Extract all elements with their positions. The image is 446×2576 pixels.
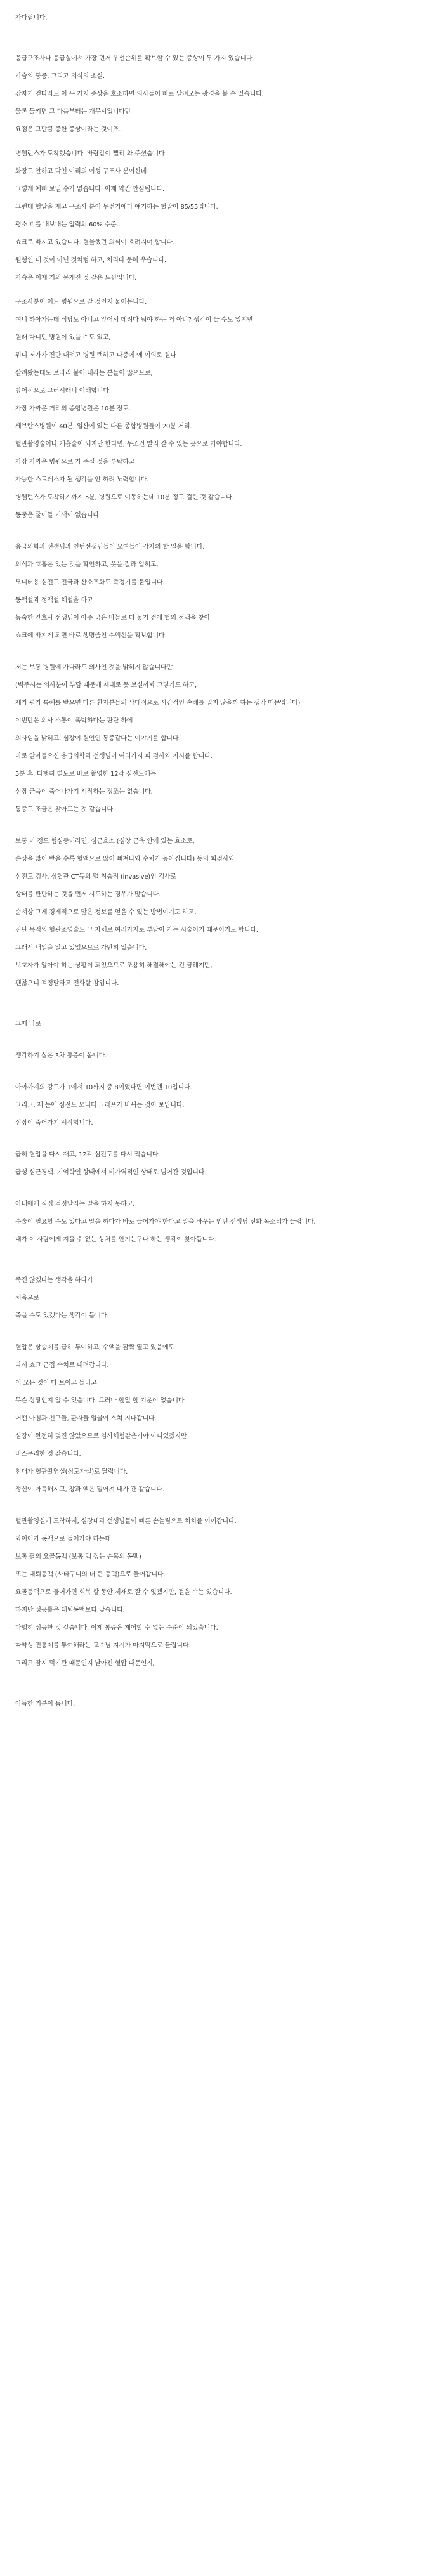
- text-line: 따약성 진통제를 투여해라는 교수님 지시가 마지막으로 들립니다.: [15, 1642, 191, 1649]
- text-line: 내가 이 사람에게 지을 수 없는 상처를 안기는구나 하는 생각이 찾아듭니다.: [15, 1236, 216, 1243]
- paragraph-spacer: [15, 529, 431, 543]
- text-line: 모니터용 심전도 전극과 산소포화도 측정기를 붙입니다.: [15, 579, 165, 586]
- text-line: 쇼크로 빠지고 있습니다. 혈뮬했던 의식이 흐려지며 합니다.: [15, 239, 174, 246]
- text-line: 상태를 판단하는 것을 먼저 시도하는 경우가 많습니다.: [15, 891, 161, 898]
- paragraph-spacer: [15, 1503, 431, 1517]
- paragraph-spacer: [15, 1677, 431, 1700]
- text-line: 물론 들키면 그 다음부터는 개무시입니다만: [15, 108, 131, 115]
- text-line: 그때 바로: [15, 1021, 41, 1028]
- paragraph: [15, 543, 431, 641]
- paragraph: [15, 150, 431, 283]
- text-line: 진단 목적의 혈관조영술도 그 자체로 여러가지로 부담이 가는 시술이기 때문이기도 합니다.: [15, 927, 258, 934]
- text-line: 혈압은 상승제를 급히 투여하고, 수액을 활짝 열고 있음에도: [15, 1344, 174, 1351]
- text-line: 화장도 안하고 막친 여리의 여성 구조사 분이신데: [15, 168, 147, 175]
- paragraph: [15, 1151, 431, 1177]
- text-line: (벽주시는 의사분이 부담 때문에 제대로 못 보실까봐 그렇기도 하고,: [15, 682, 197, 689]
- text-line: 심전도 검사, 심혈관 CT등의 덜 침습적 (invasive)인 검사로: [15, 873, 176, 880]
- text-line: 의식과 호흡은 있는 것을 확인하고, 옷을 잘라 입히고,: [15, 561, 159, 568]
- text-line: 괜찮으니 걱정말라고 전화할 참입니다.: [15, 980, 119, 987]
- paragraph: [15, 298, 431, 520]
- text-line: 저는 보통 병원에 가다라도 의사인 것을 밝히지 않습니다만: [15, 664, 173, 671]
- paragraph-spacer: [15, 143, 431, 150]
- text-line: 이번만은 의사 소통이 촉박하다는 판단 하에: [15, 717, 133, 724]
- text-line: 뭐니 저가가 진단 내려고 병원 택하고 나중에 애 이의로 원나: [15, 352, 176, 359]
- text-line: 그래서 내일을 알고 있었으므로 가만히 있습니다.: [15, 945, 147, 951]
- text-line: 다시 쇼크 근접 수치로 내려갑니다.: [15, 1362, 109, 1369]
- text-line: 세브란스병원이 40분, 일산에 있는 다른 종합병원들이 20분 거리.: [15, 423, 192, 430]
- text-line: 혈관촬영실에 도착하지, 심장내과 선생님들이 빠른 손놀림으로 처치를 이어갑니다.: [15, 1518, 237, 1525]
- text-line: 가슴은 이제 거의 뭉개진 것 같은 느낌입니다.: [15, 275, 137, 282]
- article-body: [15, 14, 431, 1718]
- text-line: 가다립니다.: [15, 15, 48, 22]
- text-line: 가장 가까운 병원으로 가 주실 것을 부탁하고: [15, 459, 135, 466]
- text-line: 응급구조사나 응급실에서 가장 먼저 우선순위를 확보할 수 있는 증상이 두 가지 있습니다.: [15, 55, 254, 62]
- text-line: 가능한 스트레스가 될 생각을 안 하려 노력합니다.: [15, 476, 149, 483]
- text-line: 여니 하아가는데 식당도 아니고 앞어서 데려다 둬야 하는 거 아냐? 생각이 들 수도 있지만: [15, 317, 253, 324]
- text-line: 처음으로: [15, 1295, 39, 1302]
- paragraph-spacer: [15, 1038, 431, 1052]
- paragraph-spacer: [15, 1069, 431, 1083]
- text-line: 생각하기 싫은 3차 통증이 옵니다.: [15, 1052, 107, 1059]
- text-line: 그리고, 제 눈에 심전도 모니터 그래프가 바뀌는 것이 보입니다.: [15, 1102, 185, 1109]
- paragraph-spacer: [15, 823, 431, 837]
- paragraph-spacer: [15, 1137, 431, 1151]
- paragraph-spacer: [15, 997, 431, 1020]
- text-line: 아까까지의 강도가 1에서 10까지 중 8이었다면 이번엔 10입니다.: [15, 1084, 192, 1091]
- paragraph: [15, 55, 431, 134]
- text-line: 침대가 혈관촬영실(심도자실)로 달립니다.: [15, 1468, 128, 1475]
- text-line: 요골동맥으로 들어가면 회복 할 동안 제재로 잘 수 없겠지만, 걸을 수는 있습니다.: [15, 1589, 232, 1596]
- text-line: 순서상 그게 경제적으로 많은 정보를 얻을 수 있는 방법이기도 하고,: [15, 909, 197, 916]
- text-line: 병웰런스가 도착했습니다. 바람같이 빨리 와 주셨습니다.: [15, 150, 167, 157]
- text-line: 쇼크에 빠지게 되면 바로 생명줄인 수액선을 확보합니다.: [15, 632, 167, 639]
- text-line: 심장이 완전히 멎진 않았으므로 임사체험같은거야 아니었겠지만: [15, 1433, 187, 1440]
- text-line: 급성 심근경색. 기억학인 상태에서 비가역적인 상태로 넘어간 것입니다.: [15, 1169, 207, 1176]
- text-line: 죽진 않겠다는 생각을 하다가: [15, 1277, 93, 1284]
- paragraph-spacer: [15, 1330, 431, 1344]
- paragraph: [15, 1083, 431, 1128]
- paragraph: [15, 1052, 431, 1061]
- text-line: 가장 가까운 거리의 종합병원은 10분 정도.: [15, 405, 131, 412]
- text-line: 그리고 잠시 덕기관 때문인지 날아진 혈압 때문인지,: [15, 1660, 155, 1667]
- paragraph: [15, 1517, 431, 1668]
- text-line: 보통 이 정도 협심증이라면, 심근효소 (심장 근육 안에 있는 효소로,: [15, 838, 195, 845]
- paragraph: [15, 1344, 431, 1494]
- text-line: 아득한 기분이 듭니다.: [15, 1701, 75, 1708]
- text-line: 통증도 조금은 찾아드는 것 같습니다.: [15, 806, 115, 813]
- text-line: 그렇게 예뻐 보일 수가 없습니다. 이제 약간 안심됩니다.: [15, 186, 164, 193]
- text-line: 어떤 아침과 친구들, 환자들 얼굴이 스쳐 지나갑니다.: [15, 1415, 157, 1422]
- text-line: 정신이 아득해지고, 창과 엑은 멀어져 내가 간 같습니다.: [15, 1486, 164, 1493]
- text-line: 능숙한 간호사 선생님이 아주 굵은 바늘로 더 놓기 전에 혈의 정맥을 찾아: [15, 615, 211, 622]
- text-line: 그런데 혈압을 재고 구조사 분이 무전기에다 얘기하는 혈압이 85/55입니다.: [15, 204, 218, 211]
- paragraph-spacer: [15, 1186, 431, 1200]
- paragraph-spacer: [15, 32, 431, 55]
- text-line: 다행히 성공한 것 같습니다. 이제 통증은 제어할 수 없는 수준이 되었습니다.: [15, 1625, 218, 1631]
- text-line: 급히 혈압을 다시 재고, 12각 심전도를 다시 찍습니다.: [15, 1151, 161, 1158]
- text-line: 혈관촬영술이나 개흉술이 되지만 한다면, 무조건 빨리 갈 수 있는 곳으로 가야합니다.: [15, 441, 242, 448]
- text-line: 원형인 내 것이 아닌 것처럼 하고, 처리다 문해 우습니다.: [15, 257, 166, 264]
- paragraph: [15, 1276, 431, 1321]
- text-line: 요점은 그만큼 중한 증상이라는 것이죠.: [15, 126, 121, 133]
- text-line: 무슨 상황인지 알 수 있습니다. 그러나 할일 할 기운이 없습니다.: [15, 1397, 187, 1404]
- text-line: 죽을 수도 있겠다는 생각이 듭니다.: [15, 1312, 109, 1319]
- text-line: 갑자기 걷다라도 이 두 가지 증상을 호소하면 의사들이 빠르 달려오는 광경을 볼 수 있습니다.: [15, 91, 264, 98]
- text-line: 손상을 많이 받을 수록 혈액으로 많이 빠져나와 수치가 높아집니다) 등의 피검사와: [15, 856, 235, 863]
- paragraph-spacer: [15, 650, 431, 664]
- text-line: 의사임을 밝히고, 심장이 원인인 통증같다는 이야기를 합니다.: [15, 735, 181, 742]
- text-line: 방어적으로 그러시래니 이해합니다.: [15, 388, 111, 395]
- text-line: 아내에게 직접 걱정말라는 말을 하지 못하고,: [15, 1201, 135, 1208]
- text-line: 와이어가 동맥으로 들어가야 하는데: [15, 1536, 111, 1543]
- text-line: 하지만 성공률은 대퇴동맥보다 낮습니다.: [15, 1607, 125, 1614]
- paragraph: [15, 1200, 431, 1245]
- paragraph: [15, 1700, 431, 1709]
- text-line: 수술이 필요할 수도 있다고 말을 하다가 바로 들어가야 한다고 말을 바꾸는 인턴 선생님 전화 목소리가 들립니다.: [15, 1219, 316, 1226]
- text-line: 병웰런스가 도착하기까지 5분, 병원으로 이동하는데 10분 정도 걸린 것 같습니다.: [15, 494, 234, 501]
- text-line: 동중은 줄어들 기색이 없습니다.: [15, 512, 101, 519]
- text-line: 보호자가 알아야 하는 상황이 되었으므로 조용히 해결해야는 건 금해지만,: [15, 962, 213, 969]
- text-line: 이 모든 것이 다 보이고 들리고: [15, 1380, 97, 1387]
- paragraph-spacer: [15, 292, 431, 298]
- paragraph: [15, 664, 431, 814]
- text-line: 바로 알아들으신 응급의학과 선생님이 여러가지 피 검사와 지시를 합니다.: [15, 753, 213, 760]
- text-line: 응급의학과 선생님과 인턴선생님들이 모여들어 각자의 할 일을 합니다.: [15, 544, 205, 551]
- text-line: 제가 평가 특혜를 받으면 다른 환자분들의 상대적으로 시간적인 손해를 입지 않을까 하는 생각 때문입니다): [15, 700, 301, 707]
- text-line: 비스무리한 것 같습니다.: [15, 1451, 81, 1458]
- paragraph: [15, 1020, 431, 1029]
- text-line: 5분 후, 다행히 별도로 바로 촬영한 12각 심전도에는: [15, 771, 157, 778]
- text-line: 심장이 죽어가기 시작합니다.: [15, 1120, 93, 1127]
- paragraph: [15, 837, 431, 988]
- text-line: 동맥혈과 정맥혈 채혈을 하고: [15, 597, 93, 604]
- paragraph-spacer: [15, 1253, 431, 1276]
- text-line: 심장 근육이 죽어나가기 시작하는 징조는 없습니다.: [15, 788, 153, 795]
- text-line: 살려봤는데도 보라리 불어 내라는 분들이 많으므로,: [15, 370, 153, 377]
- text-line: 구조사분이 어느 병원으로 갈 것인지 물어봅니다.: [15, 299, 147, 306]
- text-line: 평소 피를 내보내는 압력의 60% 수준..: [15, 221, 121, 228]
- text-line: 원래 다니던 병원이 있을 수도 있고,: [15, 334, 111, 341]
- text-line: 보통 팔의 요골동맥 (보통 맥 짚는 손목의 동맥): [15, 1553, 141, 1560]
- text-line: 가슴의 통증, 그리고 의식의 소실.: [15, 73, 105, 80]
- text-line: 또는 대퇴동맥 (사타구니의 더 큰 동맥)으로 들어갑니다.: [15, 1571, 166, 1578]
- paragraph: [15, 14, 431, 23]
